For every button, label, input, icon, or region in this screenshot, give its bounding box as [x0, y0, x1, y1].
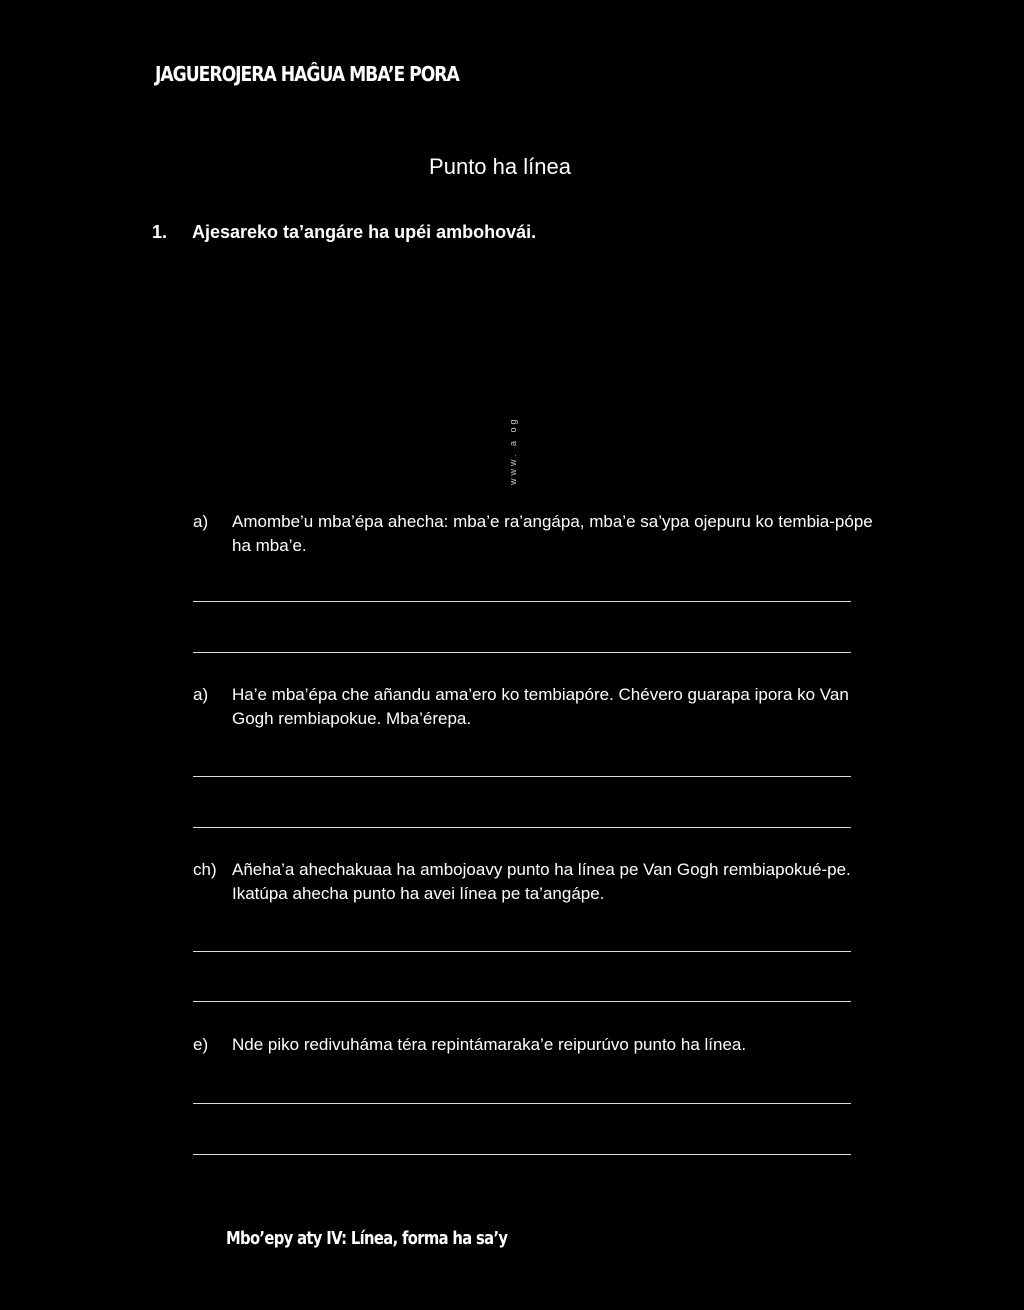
question-text: Nde piko redivuháma téra repintámaraka’e reipurúvo punto ha línea. [232, 1035, 747, 1054]
page-title [0, 154, 1000, 180]
question-text: Añeha’a ahechakuaa ha ambojoavy punto ha línea pe Van Gogh rembiapokué-pe. Ikatúpa ahecha punto ha avei línea pe ta’angápe. [232, 860, 851, 903]
question-text: Ha’e mba’épa che añandu ama’ero ko tembiapóre. Chévero guarapa ipora ko Van Gogh rembiapokue. Mba’érepa. [232, 685, 849, 728]
instruction [152, 222, 536, 243]
instruction-number: 1. [152, 222, 168, 242]
answer-line[interactable] [193, 827, 851, 828]
page-title-text: Punto ha línea [429, 154, 571, 179]
question-item [193, 1033, 873, 1057]
question-text: Amombe’u mba’épa ahecha: mba’e ra’angápa, mba’e sa’ypa ojepuru ko tembia-pópe ha mba’e. [232, 512, 873, 555]
answer-line[interactable] [193, 1154, 851, 1155]
question-item [193, 858, 873, 906]
answer-line[interactable] [193, 652, 851, 653]
question-label: e) [193, 1035, 209, 1054]
answer-line[interactable] [193, 1001, 851, 1002]
instruction-text: Ajesareko ta’angáre ha upéi ambohovái. [192, 222, 537, 242]
question-item [193, 683, 873, 731]
answer-line[interactable] [193, 601, 851, 602]
answer-line[interactable] [193, 1103, 851, 1104]
image-credit-text: www. a og [508, 416, 518, 485]
page-footer: Mbo’epy aty IV: Línea, forma ha sa’y [226, 1228, 508, 1249]
image-credit [506, 405, 526, 485]
question-item [193, 510, 873, 558]
question-label: ch) [193, 860, 217, 879]
question-label: a) [193, 685, 209, 704]
answer-line[interactable] [193, 951, 851, 952]
answer-line[interactable] [193, 776, 851, 777]
page-header: JAGUEROJERA HAĜUA MBA’E PORA [155, 62, 459, 86]
question-label: a) [193, 512, 209, 531]
